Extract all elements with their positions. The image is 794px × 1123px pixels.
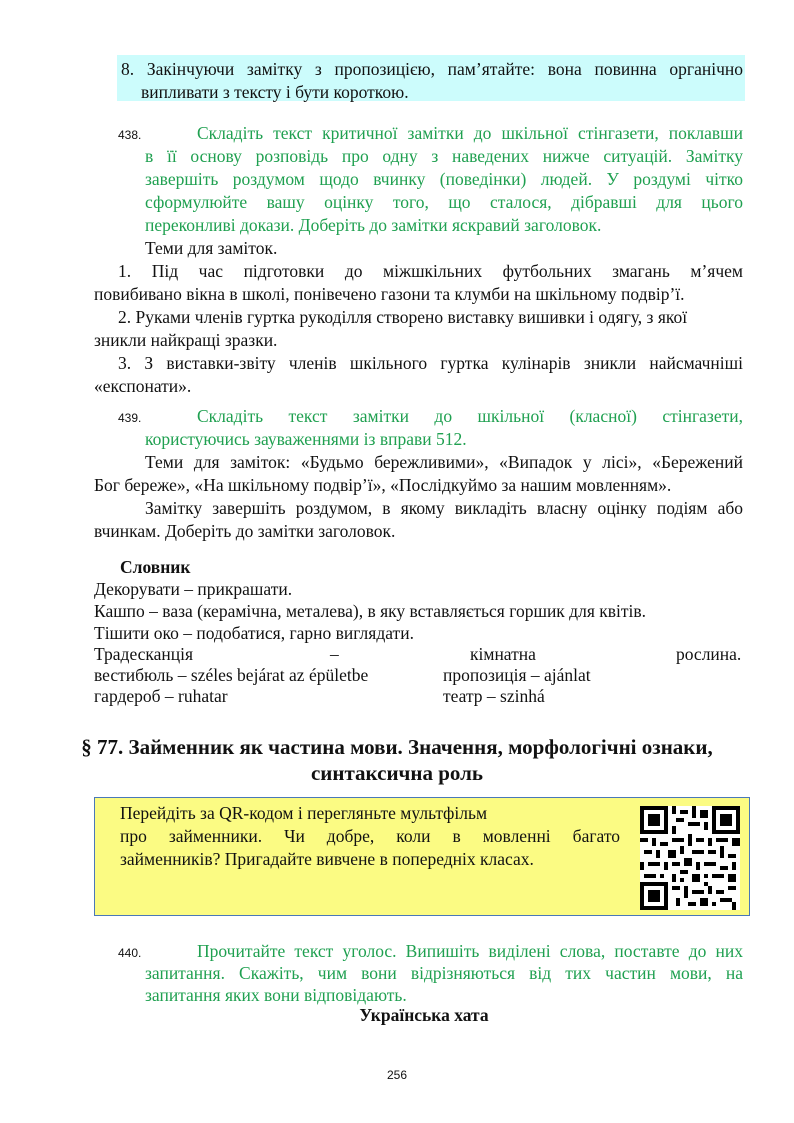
- topic-line: повибивано вікна в школі, понівечено газони та клумби на шкільному подвір’ї.: [94, 284, 685, 304]
- dictionary-entry-dash: –: [330, 644, 339, 664]
- exercise-438-task-line: переконливі докази. Доберіть до замітки яскравий заголовок.: [145, 215, 602, 235]
- text-title: Українська хата: [359, 1005, 489, 1025]
- exercise-438-task-line: Складіть текст критичної замітки до шкільної стінгазети, поклавши: [197, 123, 743, 143]
- page-number: 256: [386, 1068, 408, 1082]
- qr-box-line: займенників? Пригадайте вивчене в попередніх класах.: [120, 849, 534, 869]
- topic-line: 2. Руками членів гуртка рукоділля створено виставку вишивки і одягу, з якої: [118, 307, 688, 327]
- dictionary-entry: Тішити око – подобатися, гарно виглядати.: [94, 623, 414, 643]
- exercise-439-body-line: Теми для заміток: «Будьмо бережливими», «Випадок у лісі», «Бережений: [145, 452, 743, 472]
- dictionary-entry-word: Традесканція: [94, 644, 194, 664]
- section-heading-line-1: § 77. Займенник як частина мови. Значення, морфологічні ознаки,: [81, 735, 713, 759]
- exercise-439-body-line: Бог береже», «На шкільному подвір’ї», «Послідкуймо за нашим мовленням».: [94, 475, 672, 495]
- topics-label: Теми для заміток.: [145, 238, 278, 258]
- topic-line: зникли найкращі зразки.: [94, 330, 278, 350]
- dictionary-title: Словник: [120, 557, 191, 577]
- exercise-440-task-line: запитання яких вони відповідають.: [145, 985, 407, 1005]
- dictionary-entry: Кашпо – ваза (керамічна, металева), в яку вставляється горшик для квітів.: [94, 601, 647, 621]
- dictionary-pair: пропозиція – ajánlat: [443, 665, 591, 685]
- exercise-440-number: 440.: [118, 946, 142, 960]
- qr-code-icon[interactable]: [640, 806, 740, 910]
- exercise-439-task-line: користуючись зауваженнями із вправи 512.: [145, 429, 467, 449]
- section-heading-line-2: синтаксична роль: [310, 761, 484, 785]
- topic-line: 1. Під час підготовки до міжшкільних футбольних змагань м’ячем: [118, 261, 743, 281]
- exercise-439-body-line: Замітку завершіть роздумом, в якому викладіть власну оцінку подіям або: [145, 498, 743, 518]
- exercise-438-task-line: сформулюйте вашу оцінку того, що сталося, дібравші для цього: [145, 192, 743, 212]
- exercise-438-number: 438.: [118, 128, 142, 142]
- exercise-440-task-line: запитання. Скажіть, чим вони відрізняються від тих частин мови, на: [145, 963, 743, 983]
- dictionary-pair: вестибюль – széles bejárat az épületbe: [94, 665, 369, 685]
- dictionary-entry-word: кімнатна: [470, 644, 536, 664]
- topic-line: 3. З виставки-звіту членів шкільного гуртка кулінарів зникли найсмачніші: [118, 353, 743, 373]
- rule-note-box: [117, 55, 745, 101]
- dictionary-entry: Декорувати – прикрашати.: [94, 579, 293, 599]
- exercise-439-body-line: вчинкам. Доберіть до замітки заголовок.: [94, 521, 396, 541]
- rule-note-line-2: випливати з тексту і бути короткою.: [141, 82, 409, 102]
- exercise-439-number: 439.: [118, 411, 142, 425]
- exercise-439-task-line: Складіть текст замітки до шкільної (класної) стінгазети,: [197, 406, 743, 426]
- dictionary-entry-word: рослина.: [676, 644, 742, 664]
- qr-box-line: про займенники. Чи добре, коли в мовленні багато: [120, 826, 620, 846]
- topic-line: «експонати».: [94, 376, 192, 396]
- qr-box-line: Перейдіть за QR-кодом і перегляньте мультфільм: [120, 803, 488, 823]
- dictionary-pair: театр – szinhá: [443, 686, 545, 706]
- rule-note-line-1: 8. Закінчуючи замітку з пропозицією, пам’ятайте: вона повинна органічно: [121, 59, 743, 79]
- exercise-438-task-line: в її основу розповідь про одну з наведених нижче ситуацій. Замітку: [145, 146, 743, 166]
- dictionary-pair: гардероб – ruhatar: [94, 686, 228, 706]
- exercise-438-task-line: завершіть роздумом щодо вчинку (поведінки) людей. У роздумі чітко: [145, 169, 743, 189]
- exercise-440-task-line: Прочитайте текст уголос. Випишіть виділені слова, поставте до них: [197, 941, 743, 961]
